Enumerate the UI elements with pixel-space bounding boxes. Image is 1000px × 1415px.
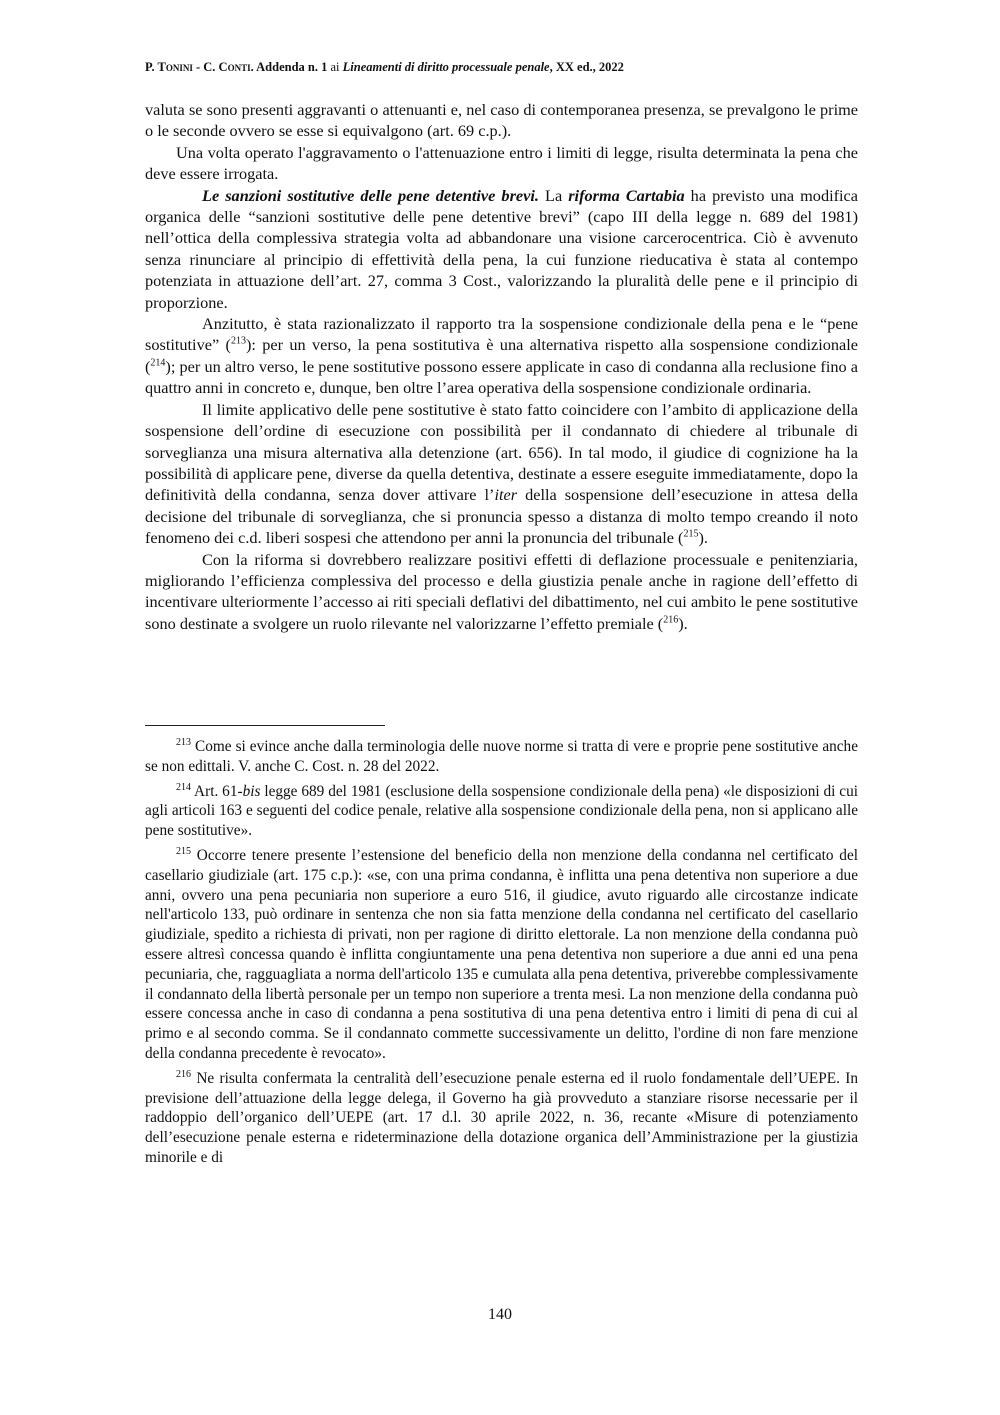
p4-text-a: Anzitutto, è stata razionalizzato il rapporto tra la sospensione condizionale della pena e le “pene sostitutive” ( [145,314,858,355]
footnote-ref-214[interactable]: 214 [150,357,166,369]
footnote-ref-216[interactable]: 216 [663,614,679,626]
footnote-text-b: legge 689 del 1981 (esclusione della sospensione condizionale della pena) «le disposizioni di cui agli articoli 163 e seguenti del codice penale, relative alla sospensione condizionale della pena, non si applicano alle pene sostitutive». [145,782,858,840]
footnote-number: 214 [176,781,191,793]
footnote-214 [145,782,858,841]
footnote-number: 215 [176,845,191,857]
running-header [145,60,865,75]
footnote-text-a: Art. 61- [191,782,243,800]
iter-word: iter [494,485,518,505]
p4-text-b: ): per un verso, la pena sostitutiva è una alternativa rispetto alla sospensione condizionale ( [145,335,859,376]
bis-word: bis [242,782,261,800]
paragraph-4 [145,313,858,399]
p3-text-a: La [538,185,569,205]
p5-text-b: della sospensione dell’esecuzione in attesa della decisione del tribunale di sorveglianza, che si pronuncia spesso a distanza di molto tempo creando il noto fenomeno dei c.d. liberi sospesi che attendono per anni la pronuncia del tribunale ( [145,485,858,548]
p5-text-c: ). [698,528,708,548]
paragraph-3 [145,185,858,313]
header-addenda: . Addenda n. 1 [250,60,328,74]
header-author-1: P. Tonini [145,60,193,74]
p4-text-c: ); per un altro verso, le pene sostitutive possono essere applicate in caso di condanna alla reclusione fino a quattro anni in concreto e, dunque, ben oltre l’area operativa della sospensione condizionale ordinaria. [145,356,858,398]
footnote-ref-215[interactable]: 215 [683,528,699,540]
footnote-number: 213 [176,736,191,748]
footnote-215 [145,846,858,1064]
footnote-number: 216 [176,1068,191,1080]
paragraph-6 [145,549,858,635]
paragraph-2: Una volta operato l'aggravamento o l'attenuazione entro i limiti di legge, risulta determinata la pena che deve essere irrogata. [145,142,858,184]
p3-text-b: ha previsto una modifica organica delle “sanzioni sostitutive delle pene detentive brevi” (capo III della legge n. 689 del 1981) nell’ottica della complessiva strategia volta ad abbandonare una visione carcerocentrica. Ciò è avvenuto senza rinunciare al principio di effettività della pena, la cui funzione rieducativa è stata al contempo potenziata in attuazione dell’art. 27, comma 3 Cost., valorizzando la pluralità delle pene e il principio di proporzione. [145,185,859,312]
p5-text-a: Il limite applicativo delle pene sostitutive è stato fatto coincidere con l’ambito di applicazione della sospensione dell’ordine di esecuzione con possibilità per il condannato di chiedere al tribunale di sorveglianza una misura alternativa alla detenzione (art. 656). In tal modo, il giudice di cognizione ha la possibilità di applicare pene, diverse da quella detentiva, destinate a essere eseguite immediatamente, dopo la definitività della condanna, senza dover attivare l’ [145,399,858,505]
page-number: 140 [488,1306,512,1323]
header-ai: ai [327,60,343,74]
footnote-213 [145,737,858,777]
footnote-text: Occorre tenere presente l’estensione del beneficio della non menzione della condanna nel certificato del casellario giudiziale (art. 175 c.p.): «se, con una prima condanna, è inflitta una pena detentiva non superiore a due anni, ovvero una pena pecuniaria non superiore a euro 516, il giudice, avuto riguardo alle circostanze indicate nell'articolo 133, può ordinare in sentenza che non sia fatta menzione della condanna nel certificato del casellario giudiziale, spedito a richiesta di privati, non per ragione di diritto elettorale. La non menzione della condanna può essere altresì concessa quando è inflitta congiuntamente una pena detentiva non superiore a due anni ed una pena pecuniaria, che, ragguagliata a norma dell'articolo 135 e cumulata alla pena detentiva, priverebbe complessivamente il condannato della libertà personale per un tempo non superiore a trenta mesi. La non menzione della condanna può essere concessa anche in caso di condanna a pena sostitutiva di una pena detentiva entro i limiti di pena di cui al primo e al secondo comma. Se il condannato commette successivamente un delitto, l'ordine di non fare menzione della condanna precedente è revocato». [145,846,858,1062]
paragraph-1: valuta se sono presenti aggravanti o attenuanti e, nel caso di contemporanea presenza, se prevalgono le prime o le seconde ovvero se esse si equivalgono (art. 69 c.p.). [145,100,858,141]
paragraph-5 [145,399,858,549]
footnote-text: Come si evince anche dalla terminologia delle nuove norme si tratta di vere e proprie pene sostitutive anche se non edittali. V. anche C. Cost. n. 28 del 2022. [145,738,858,775]
riforma-cartabia: riforma Cartabia [568,185,685,205]
footnote-ref-213[interactable]: 213 [230,336,246,348]
footnotes [145,737,858,1173]
footnote-text: Ne risulta confermata la centralità dell’esecuzione penale esterna ed il ruolo fondamentale dell’UEPE. In previsione dell’attuazione della legge delega, il Governo ha già provveduto a stanziare risorse necessarie per il raddoppio dell’organico dell’UEPE (art. 17 d.l. 30 aprile 2022, n. 36, recante «Misure di potenziamento dell’esecuzione penale esterna e rideterminazione della dotazione organica dell’Amministrazione per la giustizia minorile e di [145,1069,858,1166]
section-heading: Le sanzioni sostitutive delle pene detentive brevi. [202,185,539,205]
header-author-2: C. Conti [203,60,251,74]
main-text [145,99,858,634]
footnote-216 [145,1069,858,1168]
header-book-title: Lineamenti di diritto processuale penale [342,60,550,74]
p6-text-a: Con la riforma si dovrebbero realizzare positivi effetti di deflazione processuale e penitenziaria, migliorando l’efficienza complessiva del processo e della giustizia penale anche in ragione dell’effetto di incentivare ulteriormente l’accesso ai riti speciali deflativi del dibattimento, nel cui ambito le pene sostitutive sono destinate a svolgere un ruolo rilevante nel valorizzarne l’effetto premiale ( [145,549,858,633]
header-edition: , XX ed., 2022 [549,60,624,74]
footnote-separator [145,725,385,726]
p6-text-b: ). [678,613,688,633]
header-separator: - [192,60,204,74]
